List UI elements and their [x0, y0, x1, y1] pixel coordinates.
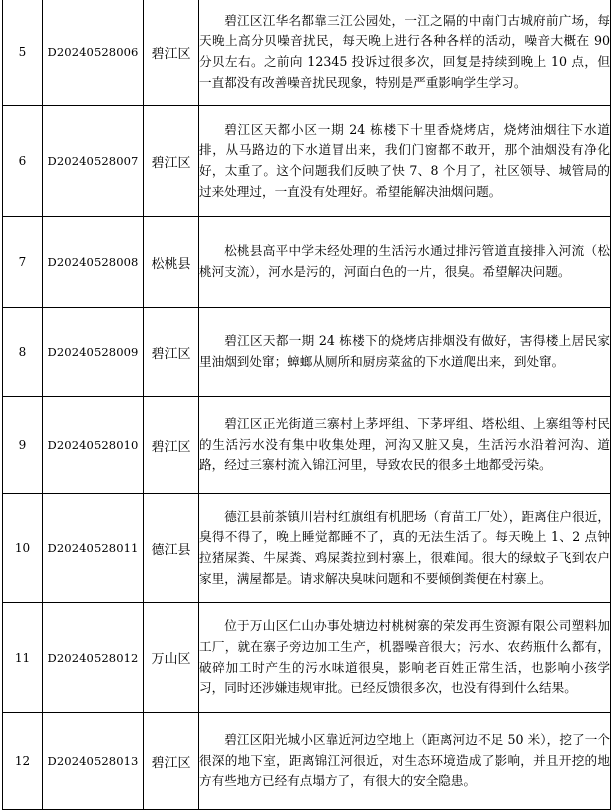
complaints-table: [2, 0, 611, 810]
case-id: D20240528010: [43, 397, 144, 494]
complaint-content: 碧江区正光街道三寨村上茅坪组、下茅坪组、塔松组、上寨组等村民的生活污水没有集中收集处理，河沟又脏又臭，生活污水沿着河沟、道路，经过三寨村流入锦江河里，导致农民的很多土地都受污染。: [199, 415, 610, 473]
complaint-content: 松桃县高平中学未经处理的生活污水通过排污管道直接排入河流（松桃河支流），河水是污的，河面白色的一片，很臭。希望解决问题。: [199, 243, 610, 279]
complaint-content: 碧江区天都一期 24 栋楼下的烧烤店排烟没有做好，害得楼上居民家里油烟到处窜；蟑螂从厕所和厨房菜盆的下水道爬出来，到处窜。: [199, 333, 610, 369]
case-id: D20240528012: [43, 603, 144, 713]
complaint-content: 位于万山区仁山办事处塘边村桃树寨的荣发再生资源有限公司塑料加工厂，就在寨子旁边加工生产，机器噪音很大；污水、农药瓶什么都有，破碎加工时产生的污水味道很臭，影响老百姓正常生活，也影响小孩学习，同时还涉嫌违规审批。已经反馈很多次，也没有得到什么结果。: [199, 618, 610, 696]
complaint-content-cell: [199, 603, 611, 713]
table-row: [3, 713, 611, 810]
row-number: 7: [3, 217, 43, 308]
district: 碧江区: [144, 713, 199, 810]
table-row: [3, 0, 611, 106]
row-number: 6: [3, 106, 43, 217]
table-row: [3, 494, 611, 603]
row-number: 9: [3, 397, 43, 494]
table-row: [3, 106, 611, 217]
case-id: D20240528009: [43, 308, 144, 397]
table-row: [3, 603, 611, 713]
complaint-content-cell: [199, 0, 611, 106]
case-id: D20240528007: [43, 106, 144, 217]
case-id: D20240528008: [43, 217, 144, 308]
table-row: [3, 397, 611, 494]
row-number: 11: [3, 603, 43, 713]
case-id: D20240528013: [43, 713, 144, 810]
row-number: 8: [3, 308, 43, 397]
district: 碧江区: [144, 106, 199, 217]
district: 万山区: [144, 603, 199, 713]
case-id: D20240528006: [43, 0, 144, 106]
row-number: 10: [3, 494, 43, 603]
row-number: 5: [3, 0, 43, 106]
complaint-content: 碧江区江华名都靠三江公园处，一江之隔的中南门古城府前广场，每天晚上高分贝噪音扰民，每天晚上进行各种各样的活动，噪音大概在 90 分贝左右。之前向 12345 投诉过很多次，回复是持续到晚上 10 点，但一直都没有改善噪音扰民现象，特别是严重影响学生学习。: [199, 12, 610, 90]
complaint-content-cell: [199, 217, 611, 308]
complaint-content: 碧江区阳光城小区靠近河边空地上（距离河边不足 50 米），挖了一个很深的地下室，距离锦江河很近，对生态环境造成了影响，并且开挖的地方有些地方已经有点塌方了，有很大的安全隐患。: [199, 731, 610, 789]
district: 碧江区: [144, 0, 199, 106]
complaint-content-cell: [199, 494, 611, 603]
table-row: [3, 217, 611, 308]
district: 碧江区: [144, 397, 199, 494]
district: 碧江区: [144, 308, 199, 397]
complaint-content-cell: [199, 308, 611, 397]
complaint-content-cell: [199, 106, 611, 217]
district: 松桃县: [144, 217, 199, 308]
complaint-content: 德江县前茶镇川岩村红旗组有机肥场（育苗工厂处），距离住户很近，臭得不得了，晚上睡觉都睡不了，真的无法生活了。每天晚上 1、2 点钟拉猪屎粪、牛屎粪、鸡屎粪拉到村寨上，很难闻。很大的绿蚊子飞到农户家里，满屋都是。请求解决臭味问题和不要倾倒粪便在村寨上。: [199, 508, 610, 586]
complaint-content: 碧江区天都小区一期 24 栋楼下十里香烧烤店，烧烤油烟往下水道排，从马路边的下水道冒出来，我们门窗都不敢开，那个油烟没有净化好，太重了。这个问题我们反映了快 7、8 个月了，社区领导、城管局的过来处理过，一直没有处理好。希望能解决油烟问题。: [199, 121, 610, 199]
complaint-content-cell: [199, 397, 611, 494]
complaint-content-cell: [199, 713, 611, 810]
row-number: 12: [3, 713, 43, 810]
table-row: [3, 308, 611, 397]
district: 德江县: [144, 494, 199, 603]
case-id: D20240528011: [43, 494, 144, 603]
